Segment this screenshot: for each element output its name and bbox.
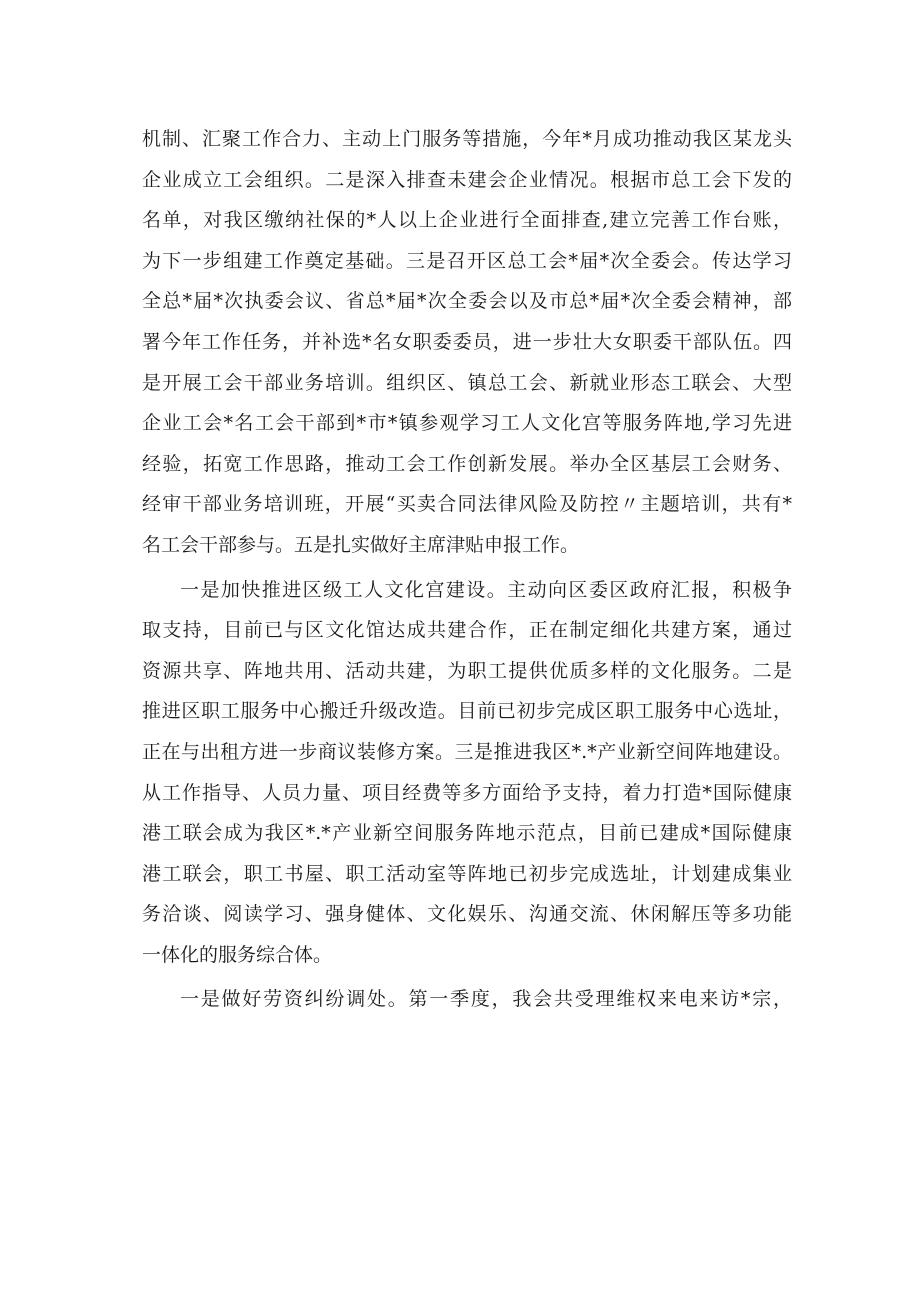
paragraph-2 — [142, 570, 792, 976]
text-line: 全总*届*次执委会议、省总*届*次全委会以及市总*届*次全委会精神，部 — [142, 290, 792, 313]
text-line: 为下一步组建工作奠定基础。三是召开区总工会*届*次全委会。传达学习 — [142, 249, 792, 272]
paragraph-1 — [142, 119, 792, 566]
text-line: 是开展工会干部业务培训。组织区、镇总工会、新就业形态工联会、大型 — [142, 371, 792, 394]
text-line: 取支持，目前已与区文化馆达成共建合作，正在制定细化共建方案，通过 — [142, 619, 792, 642]
text-line: 正在与出租方进一步商议装修方案。三是推进我区*.*产业新空间阵地建设。 — [142, 740, 792, 763]
text-line: 从工作指导、人员力量、项目经费等多方面给予支持，着力打造*国际健康 — [142, 781, 792, 804]
text-line: 一是做好劳资纠纷调处。第一季度，我会共受理维权来电来访*宗， — [180, 988, 792, 1011]
text-line: 企业工会*名工会干部到*市*镇参观学习工人文化宫等服务阵地,学习先进 — [142, 412, 792, 435]
text-line: 企业成立工会组织。二是深入排查未建会企业情况。根据市总工会下发的 — [142, 168, 792, 191]
text-line: 务洽谈、阅读学习、强身健体、文化娱乐、沟通交流、休闲解压等多功能 — [142, 903, 792, 926]
text-line: 港工联会成为我区*.*产业新空间服务阵地示范点，目前已建成*国际健康 — [142, 822, 792, 845]
text-line: 推进区职工服务中心搬迁升级改造。目前已初步完成区职工服务中心选址， — [142, 700, 792, 723]
text-line: 经验，拓宽工作思路，推动工会工作创新发展。举办全区基层工会财务、 — [142, 452, 792, 475]
text-line: 一是加快推进区级工人文化宫建设。主动向区委区政府汇报，积极争 — [180, 578, 792, 601]
paragraph-3 — [142, 979, 792, 1020]
text-line: 机制、汇聚工作合力、主动上门服务等措施，今年*月成功推动我区某龙头 — [142, 128, 792, 150]
text-line: 署今年工作任务，并补选*名女职委委员，进一步壮大女职委干部队伍。四 — [142, 330, 792, 353]
text-line: 一体化的服务综合体。 — [142, 943, 333, 966]
text-line: 资源共享、阵地共用、活动共建，为职工提供优质多样的文化服务。二是 — [142, 659, 792, 682]
text-line: 港工联会，职工书屋、职工活动室等阵地已初步完成选址，计划建成集业 — [142, 862, 792, 885]
text-line: 名工会干部参与。五是扎实做好主席津贴申报工作。 — [142, 533, 580, 556]
document-body — [142, 119, 792, 1020]
text-line: 经审干部业务培训班，开展“买卖合同法律风险及防控〃主题培训，共有* — [142, 493, 792, 516]
text-line: 名单，对我区缴纳社保的*人以上企业进行全面排查,建立完善工作台账， — [142, 209, 792, 232]
